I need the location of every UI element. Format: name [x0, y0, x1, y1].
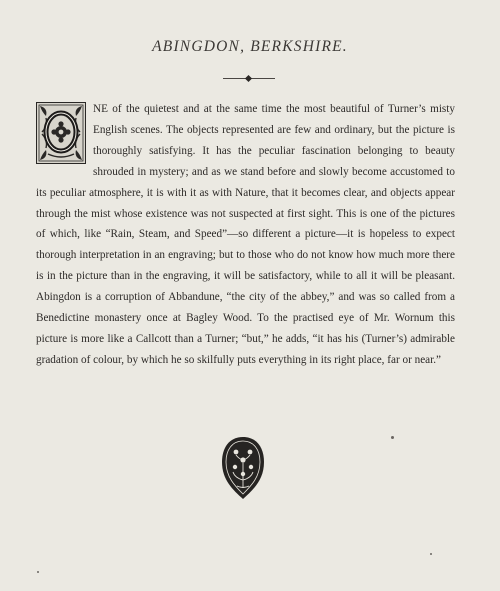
paper-speck	[391, 436, 394, 439]
title-rule-diamond-icon	[245, 75, 252, 82]
body-paragraph	[36, 99, 455, 371]
paper-speck	[37, 571, 39, 573]
body-text-remainder: NE of the quietest and at the same time the most beautiful of Turner’s misty English scenes. The objects represented are few and ordinary, but the picture is thoroughly satisfying. It has the peculiar fascination belonging to beauty shrouded in mystery; and as we stand before and slowly become accustomed to its peculiar atmosphere, it is with it as with Nature, that it becomes clear, and objects appear through the mist whose existence was not suspected at first sight. This is one of the pictures of which, like “Rain, Steam, and Speed”—so different a picture—it is hopeless to expect thorough interpretation in an engraving; but to those who do not know how much more there is in the picture than in the engraving, it will be satisfactory, while to all it will be pleasant. Abingdon is a corruption of Abbandune, “the city of the abbey,” and was so called from a Benedictine monastery once at Bagley Wood. To the practised eye of Mr. Wornum this picture is more like a Callcott than a Turner; “but,” he adds, “it has his (Turner’s) admirable gradation of colour, by which he so skilfully puts everything in its right place, far or near.”	[36, 103, 455, 366]
paper-speck	[430, 553, 432, 555]
drop-cap-ornament	[36, 102, 86, 164]
page-title: ABINGDON, BERKSHIRE.	[152, 38, 348, 55]
tailpiece-ornament-icon	[221, 436, 265, 500]
